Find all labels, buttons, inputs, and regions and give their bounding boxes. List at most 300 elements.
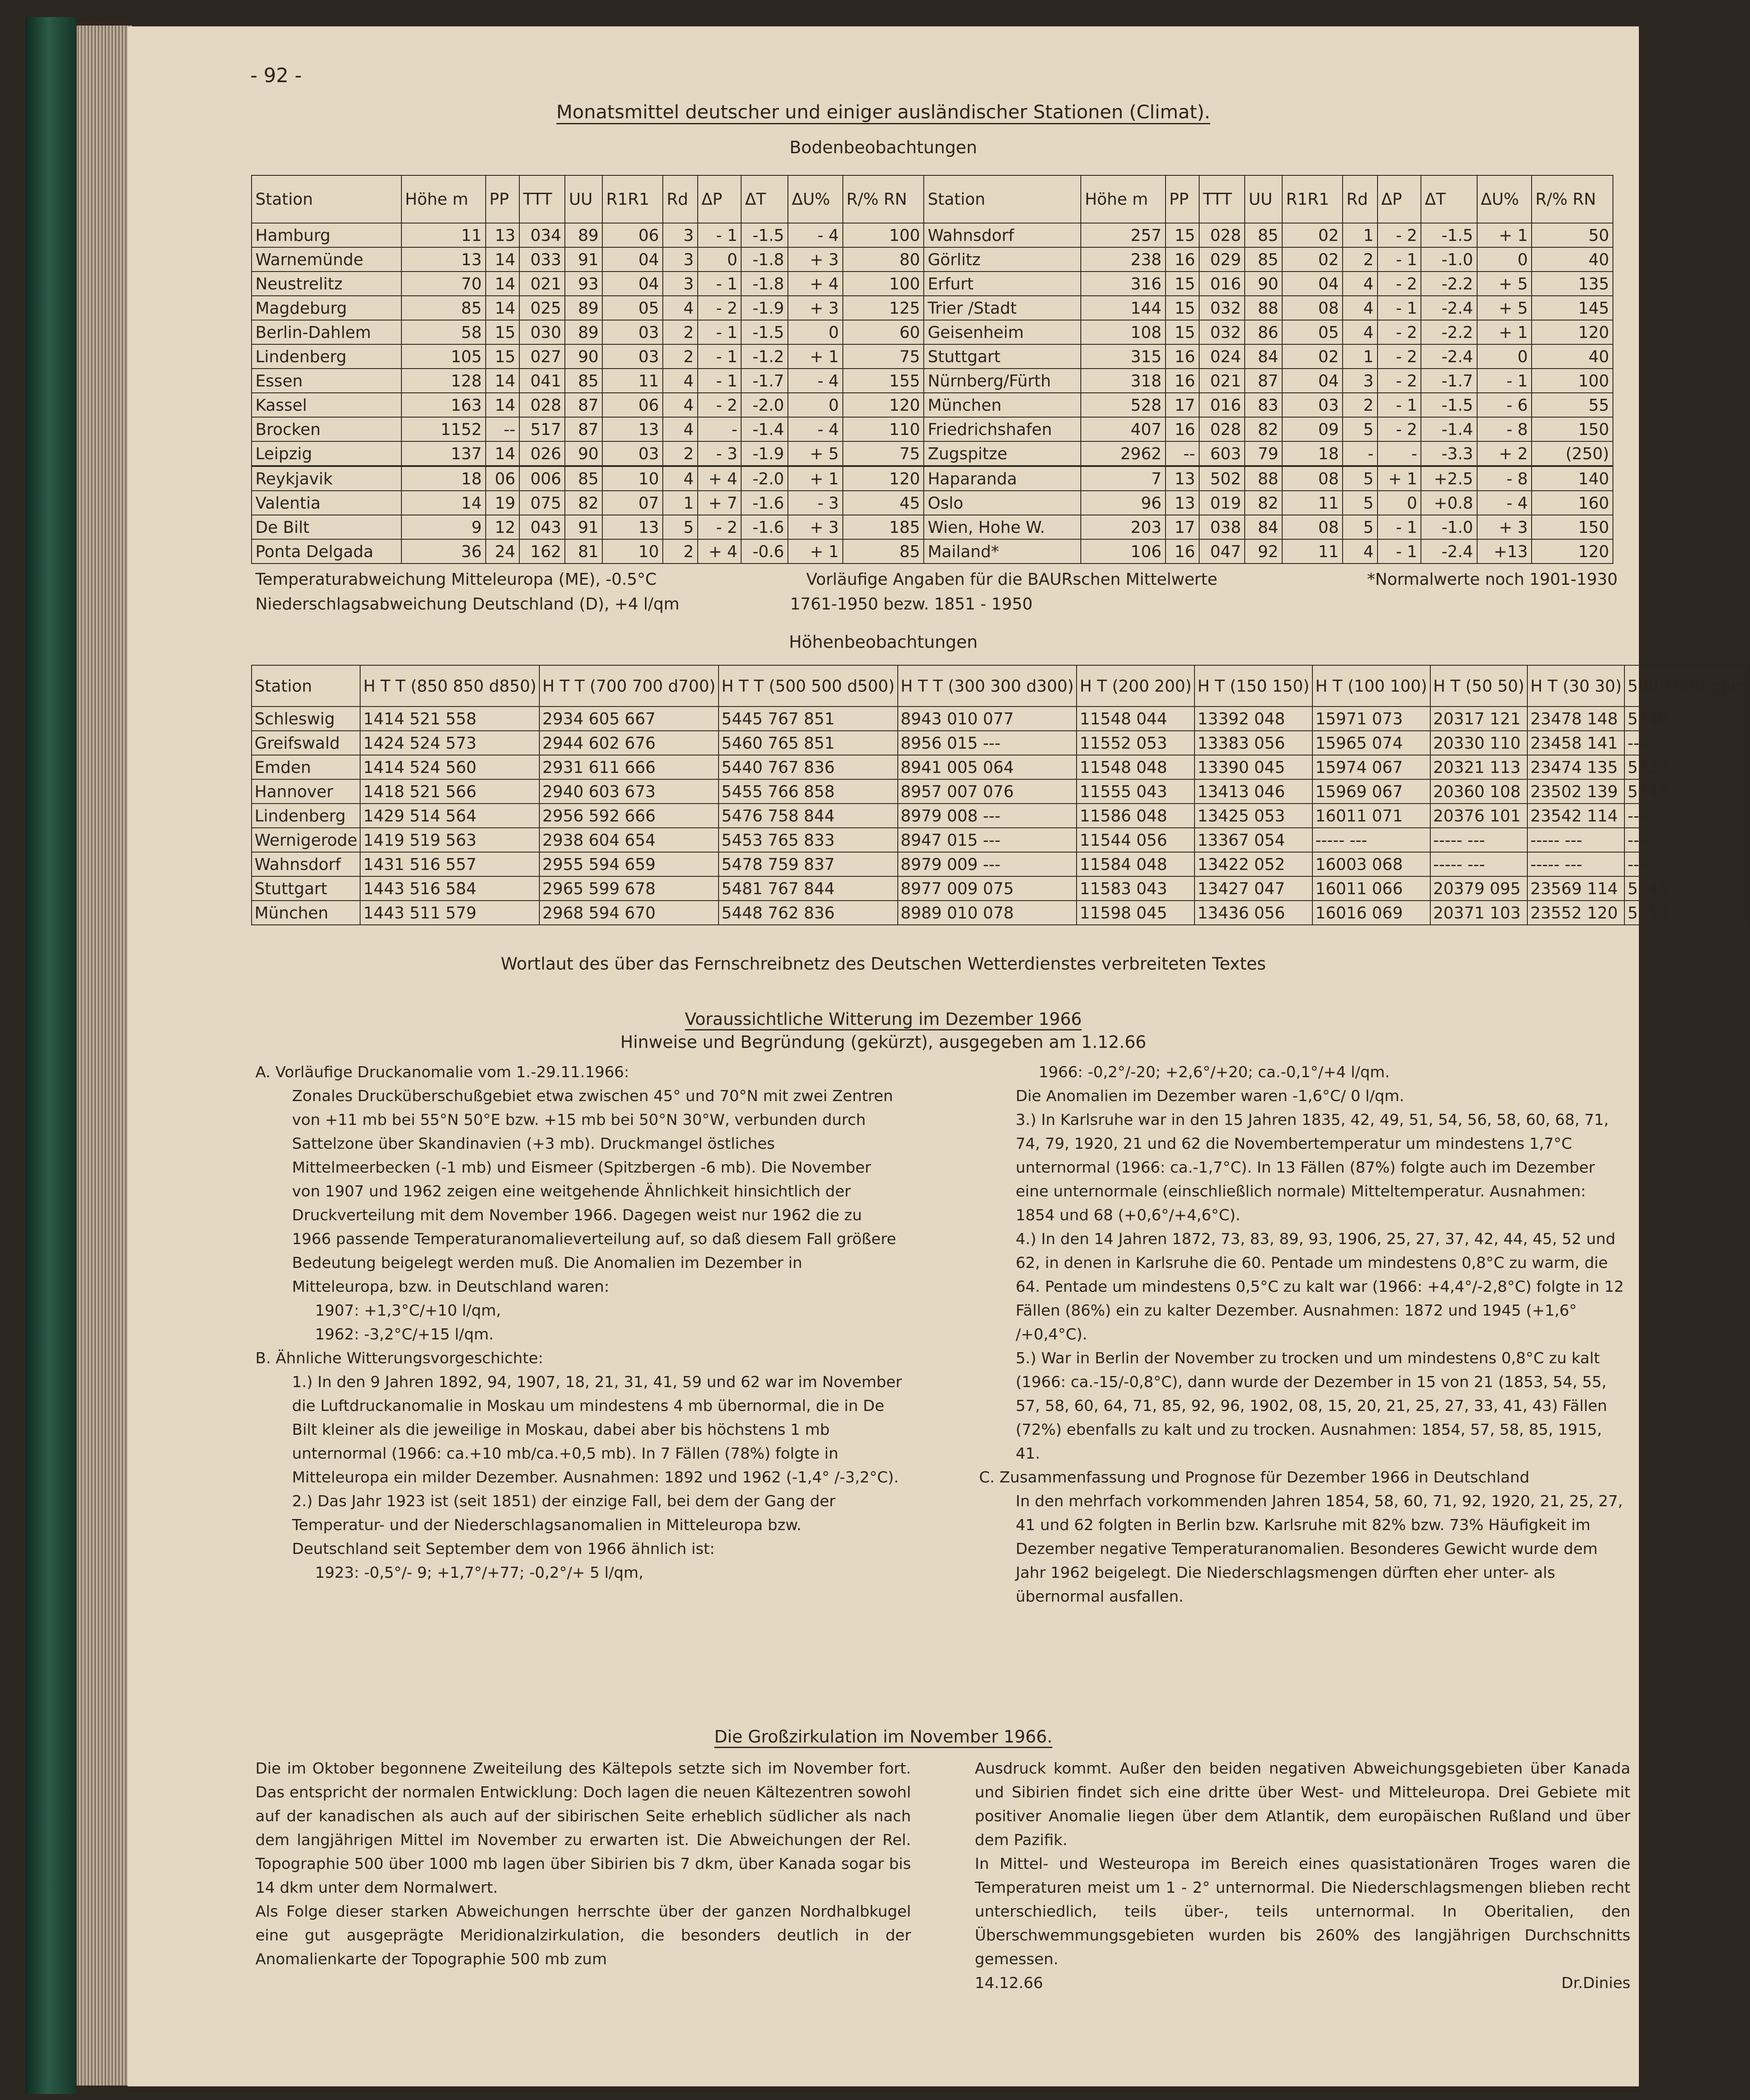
boden-cell: 88 [1245,466,1282,491]
boden-cell: Wahnsdorf [924,223,1081,247]
forecast-title: Voraussichtliche Witterung im Dezember 1966 [128,1010,1639,1029]
boden-cell: 100 [843,272,924,296]
forecast-paragraph: A. Vorläufige Druckanomalie vom 1.-29.11.1966: [255,1064,629,1081]
boden-cell: 185 [843,515,924,539]
boden-cell: - 2 [1378,369,1421,393]
boden-row [252,247,1613,272]
boden-cell: 84 [1245,515,1282,539]
forecast-paragraph: B. Ähnliche Witterungsvorgeschichte: [255,1350,544,1367]
hoehen-cell: 11544 056 [1077,828,1194,852]
boden-cell: -1.4 [1421,417,1477,441]
hoehen-cell: 8943 010 077 [898,707,1077,731]
boden-cell: 75 [843,441,924,466]
gz-left-column [255,1757,911,1971]
boden-cell: - 2 [698,393,742,417]
hoehen-cell: 5481 767 844 [719,876,898,901]
boden-header: TTT [519,175,565,223]
boden-cell: -1.8 [741,247,788,272]
normal-note: *Normalwerte noch 1901-1930 [1367,570,1618,589]
gz-right-column [975,1757,1630,1995]
boden-cell: Ponta Delgada [252,539,401,564]
boden-header: ΔU% [788,175,843,223]
hoehen-cell: 5478 759 837 [719,852,898,876]
boden-row [252,466,1613,491]
hoehen-cell: 2956 592 666 [539,804,719,828]
boden-cell: 108 [1081,320,1165,344]
boden-cell: 10 [602,466,663,491]
boden-header: TTT [1199,175,1245,223]
boden-header: Station [924,175,1081,223]
boden-cell: + 5 [1477,296,1532,320]
temp-deviation: Temperaturabweichung Mitteleuropa (ME), -0.5°C [255,570,657,589]
boden-header: R1R1 [602,175,663,223]
boden-cell: -2.0 [741,466,788,491]
hoehen-cell: 20321 113 [1430,755,1527,779]
boden-cell: 14 [486,272,519,296]
forecast-paragraph: 1966: -0,2°/-20; +2,6°/+20; ca.-0,1°/+4 l/qm. [1039,1064,1390,1081]
boden-cell: 14 [486,247,519,272]
boden-cell: 06 [602,223,663,247]
boden-cell: 18 [401,466,486,491]
boden-cell: 87 [565,417,602,441]
boden-cell: 89 [565,296,602,320]
boden-header: Rd [663,175,698,223]
boden-cell: - 6 [1477,393,1532,417]
boden-cell: 4 [663,369,698,393]
boden-cell: - 1 [1378,515,1421,539]
boden-cell: -1.6 [741,515,788,539]
hoehen-cell: 5313 [1624,901,1749,925]
gz-paragraph: Die im Oktober begonnene Zweiteilung des Kältepols setzte sich im November fort. Das entspricht der normalen Entwicklung: Doch lagen die neuen Kältezentren sowohl auf der kanadischen als auch auf der sibirischen Seite erheblich südlicher als nach dem langjährigen Mittel im November zu erwarten ist. Die Abweichungen der Rel. Topographie 500 über 1000 mb lagen über Sibirien bis 7 dkm, über Kanada sogar bis 14 dkm unter dem Normalwert. [255,1760,911,1897]
boden-cell: 08 [1282,515,1343,539]
hoehen-cell: München [252,901,360,925]
boden-cell: 04 [1282,369,1343,393]
hoehen-row [252,876,1750,901]
hoehen-cell: ----- --- [1312,828,1430,852]
hoehen-cell: Wernigerode [252,828,360,852]
boden-cell: -1.5 [1421,223,1477,247]
boden-cell: + 1 [788,344,843,369]
boden-cell: 90 [1245,272,1282,296]
boden-cell: 96 [1081,491,1165,515]
boden-cell: 016 [1199,272,1245,296]
boden-cell: + 3 [788,296,843,320]
boden-cell: 85 [565,369,602,393]
boden-cell: Mailand* [924,539,1081,564]
gz-title: Die Großzirkulation im November 1966. [128,1727,1639,1747]
hoehen-cell: 20317 121 [1430,707,1527,731]
boden-cell: -1.0 [1421,515,1477,539]
boden-cell: -1.9 [741,441,788,466]
boden-cell: Wien, Hohe W. [924,515,1081,539]
boden-cell: (250) [1532,441,1613,466]
boden-cell: 08 [1282,466,1343,491]
boden-cell: - 1 [698,272,742,296]
hoehen-cell: 5340 [1624,707,1749,731]
baur-period: 1761-1950 bezw. 1851 - 1950 [790,595,1033,613]
boden-header: ΔU% [1477,175,1532,223]
boden-cell: - 1 [1477,369,1532,393]
hoehen-table [251,665,1750,925]
forecast-paragraph: 1923: -0,5°/- 9; +1,7°/+77; -0,2°/+ 5 l/qm, [315,1564,644,1582]
hoehen-cell: 8947 015 --- [898,828,1077,852]
hoehen-cell: 11584 048 [1077,852,1194,876]
boden-cell: 91 [565,515,602,539]
hoehen-cell: 8977 009 075 [898,876,1077,901]
hoehen-cell: 5336 [1624,755,1749,779]
boden-cell: 025 [519,296,565,320]
boden-cell: Nürnberg/Fürth [924,369,1081,393]
boden-cell: 2 [663,539,698,564]
boden-cell: + 3 [788,515,843,539]
hoehen-cell: 1431 516 557 [360,852,539,876]
hoehen-cell: 2968 594 670 [539,901,719,925]
hoehen-cell: ----- --- [1527,852,1624,876]
hoehen-cell: 11552 053 [1077,731,1194,755]
boden-cell: + 2 [1477,441,1532,466]
boden-cell: - 8 [1477,466,1532,491]
boden-cell: 238 [1081,247,1165,272]
hoehen-cell: 20371 103 [1430,901,1527,925]
boden-cell: 3 [1343,369,1378,393]
hoehen-cell: 13436 056 [1194,901,1312,925]
boden-cell: -1.6 [741,491,788,515]
hoehen-cell: 2940 603 673 [539,779,719,804]
boden-cell: + 1 [788,466,843,491]
boden-cell: 07 [602,491,663,515]
boden-header: Höhe m [401,175,486,223]
hoehen-cell: 23502 139 [1527,779,1624,804]
hoehen-cell: Schleswig [252,707,360,731]
hoehen-cell: 5445 767 851 [719,707,898,731]
boden-cell: 517 [519,417,565,441]
page [128,26,1747,2086]
hoehen-cell: 8979 009 --- [898,852,1077,876]
boden-cell: 047 [1199,539,1245,564]
boden-cell: 032 [1199,320,1245,344]
boden-cell: Oslo [924,491,1081,515]
boden-cell: 16 [1166,247,1199,272]
boden-cell: 17 [1166,515,1199,539]
boden-cell: -2.4 [1421,296,1477,320]
hoehen-row [252,731,1750,755]
boden-cell: 87 [565,393,602,417]
boden-cell: 85 [843,539,924,564]
boden-cell: 137 [401,441,486,466]
gz-paragraph: In Mittel- und Westeuropa im Bereich eines quasistationären Troges waren die Temperaturen meist um 1 - 2° unternormal. Die Niederschlagsmengen blieben recht unterschiedlich, teils über-, teils unternormal. In Oberitalien, den Überschwemmungsgebieten wurden bis 260% des langjährigen Durchschnitts gemessen. [975,1855,1630,1968]
boden-cell: 016 [1199,393,1245,417]
boden-row [252,223,1613,247]
boden-cell: 021 [1199,369,1245,393]
boden-cell: 02 [1282,344,1343,369]
boden-cell: 18 [1282,441,1343,466]
boden-cell: + 1 [1378,466,1421,491]
boden-cell: 06 [486,466,519,491]
boden-cell: 3 [663,223,698,247]
hoehen-header: H T (150 150) [1194,665,1312,707]
boden-cell: 028 [519,393,565,417]
boden-header: ΔP [1378,175,1421,223]
hoehen-header: Station [252,665,360,707]
boden-cell: 80 [843,247,924,272]
boden-cell: - [1378,441,1421,466]
boden-cell: -2.2 [1421,320,1477,344]
boden-cell: + 1 [788,539,843,564]
boden-cell: + 4 [788,272,843,296]
hoehen-cell: 23542 114 [1527,804,1624,828]
boden-cell: +0.8 [1421,491,1477,515]
boden-cell: -2.4 [1421,344,1477,369]
boden-cell: - 1 [1378,393,1421,417]
hoehen-cell: 13383 056 [1194,731,1312,755]
boden-cell: 89 [565,320,602,344]
boden-cell: 1 [1343,344,1378,369]
boden-cell: +2.5 [1421,466,1477,491]
boden-cell: 75 [843,344,924,369]
boden-cell: 40 [1532,344,1613,369]
hoehen-cell: 11548 044 [1077,707,1194,731]
hoehen-cell: 1414 524 560 [360,755,539,779]
boden-header: Höhe m [1081,175,1165,223]
boden-cell: 16 [1166,369,1199,393]
boden-row [252,320,1613,344]
boden-header: Rd [1343,175,1378,223]
wortlaut: Wortlaut des über das Fernschreibnetz des Deutschen Wetterdienstes verbreiteten Textes [501,954,1266,974]
hoehen-cell: 13413 046 [1194,779,1312,804]
boden-cell: 3 [663,272,698,296]
boden-cell: -1.8 [741,272,788,296]
boden-cell: + 4 [698,539,742,564]
boden-cell: -0.6 [741,539,788,564]
boden-cell: 106 [1081,539,1165,564]
boden-cell: 155 [843,369,924,393]
book-spine [26,17,77,2094]
boden-cell: 13 [401,247,486,272]
hoehen-cell: 13392 048 [1194,707,1312,731]
boden-cell: 041 [519,369,565,393]
boden-cell: 029 [1199,247,1245,272]
hoehen-cell: 23474 135 [1527,755,1624,779]
hoehen-header: H T T (700 700 d700) [539,665,719,707]
boden-cell: Essen [252,369,401,393]
hoehen-header: H T T (850 850 d850) [360,665,539,707]
hoehen-cell: 8979 008 --- [898,804,1077,828]
boden-cell: 04 [1282,272,1343,296]
boden-cell: Erfurt [924,272,1081,296]
boden-cell: 50 [1532,223,1613,247]
boden-header: PP [486,175,519,223]
boden-cell: 021 [519,272,565,296]
boden-cell: 10 [602,539,663,564]
boden-cell: 9 [401,515,486,539]
boden-cell: 92 [1245,539,1282,564]
boden-header: R/% RN [1532,175,1613,223]
boden-cell: 006 [519,466,565,491]
boden-cell: München [924,393,1081,417]
boden-cell: + 3 [788,247,843,272]
boden-cell: - 1 [698,223,742,247]
hoehen-cell: 1443 516 584 [360,876,539,901]
boden-cell: 03 [1282,393,1343,417]
boden-table [251,175,1613,564]
boden-cell: 4 [663,417,698,441]
boden-cell: 36 [401,539,486,564]
forecast-subtitle: Hinweise und Begründung (gekürzt), ausgegeben am 1.12.66 [620,1033,1146,1052]
hoehen-cell: 23478 148 [1527,707,1624,731]
boden-cell: 125 [843,296,924,320]
boden-row [252,441,1613,466]
boden-cell: 028 [1199,417,1245,441]
boden-cell: Geisenheim [924,320,1081,344]
boden-cell: -1.9 [741,296,788,320]
boden-row [252,393,1613,417]
boden-cell: 032 [1199,296,1245,320]
boden-cell: 90 [565,441,602,466]
page-edges [77,26,132,2086]
boden-cell: 030 [519,320,565,344]
boden-cell: -1.7 [1421,369,1477,393]
hoehen-cell: 23569 114 [1527,876,1624,901]
boden-cell: - 2 [1378,223,1421,247]
hoehen-cell: 1443 511 579 [360,901,539,925]
hoehen-row [252,852,1750,876]
boden-cell: 15 [1166,272,1199,296]
hoehen-cell: 5346 [1624,876,1749,901]
boden-cell: 87 [1245,369,1282,393]
hoehen-cell: 2965 599 678 [539,876,719,901]
boden-cell: 11 [1282,539,1343,564]
hoehen-cell: 1424 524 573 [360,731,539,755]
boden-cell: 16 [1166,539,1199,564]
boden-cell: 82 [565,491,602,515]
boden-cell: 24 [486,539,519,564]
boden-cell: + 4 [698,466,742,491]
forecast-paragraph: C. Zusammenfassung und Prognose für Dezember 1966 in Deutschland [979,1469,1529,1486]
hoehen-cell: 8957 007 076 [898,779,1077,804]
hoehen-row [252,755,1750,779]
forecast-paragraph: Zonales Drucküberschußgebiet etwa zwischen 45° und 70°N mit zwei Zentren von +11 mb bei 55°N 50°E bzw. +15 mb bei 50°N 30°W, verbunden durch Sattelzone über Skandinavien (+3 mb). Druckmangel östliches Mittelmeerbecken (-1 mb) und Eismeer (Spitzbergen -6 mb). Die November von 1907 und 1962 zeigen eine weitgehende Ähnlichkeit hinsichtlich der Druckverteilung mit dem November 1966. Dagegen weist nur 1962 die zu 1966 passende Temperaturanomalieverteilung auf, so daß diesem Fall größere Bedeutung beigelegt werden muß. Die Anomalien im Dezember in Mitteleuropa, bzw. in Deutschland waren: [292,1087,896,1296]
hoehen-cell: 16011 071 [1312,804,1430,828]
forecast-paragraph: 3.) In Karlsruhe war in den 15 Jahren 1835, 42, 49, 51, 54, 56, 58, 60, 68, 71, 74, 79, 1920, 21 und 62 die Novembertemperatur um mindestens 1,7°C unternormal (1966: ca.-1,7°C). In 13 Fällen (87%) folgte auch im Dezember eine unternormale (einschließlich normale) Mitteltemperatur. Ausnahmen: 1854 und 68 (+0,6°/+4,6°C). [1016,1111,1609,1224]
boden-cell: - 2 [698,296,742,320]
boden-cell: 0 [788,320,843,344]
hoehen-header: H T (50 50) [1430,665,1527,707]
hoehen-cell: 8956 015 --- [898,731,1077,755]
boden-cell: 45 [843,491,924,515]
boden-cell: 85 [565,466,602,491]
boden-cell: 4 [1343,320,1378,344]
boden-cell: 15 [1166,320,1199,344]
boden-cell: 0 [1477,247,1532,272]
hoehen-cell: ---- [1624,828,1749,852]
boden-cell: 5 [1343,466,1378,491]
boden-cell: 89 [565,223,602,247]
boden-cell: 150 [1532,417,1613,441]
boden-cell: -1.7 [741,369,788,393]
hoehen-cell: 15965 074 [1312,731,1430,755]
boden-cell: 024 [1199,344,1245,369]
boden-row [252,539,1613,564]
boden-cell: 12 [486,515,519,539]
hoehen-cell: Emden [252,755,360,779]
boden-cell: 83 [1245,393,1282,417]
boden-cell: 91 [565,247,602,272]
gz-paragraph: Ausdruck kommt. Außer den beiden negativen Abweichungsgebieten über Kanada und Sibirien findet sich eine dritte über West- und Mitteleuropa. Drei Gebiete mit positiver Anomalie liegen über dem Atlantik, dem europäischen Rußland und über dem Pazifik. [975,1760,1630,1849]
hoehen-header: H T T (300 300 d300) [898,665,1077,707]
boden-cell: 86 [1245,320,1282,344]
boden-cell: 14 [401,491,486,515]
boden-cell: 05 [602,296,663,320]
boden-cell: 16 [1166,344,1199,369]
boden-cell: - 2 [1378,272,1421,296]
forecast-left-column [255,1061,902,1585]
hoehen-cell: Lindenberg [252,804,360,828]
boden-cell: 026 [519,441,565,466]
boden-cell: - [698,417,742,441]
boden-cell: - 1 [1378,247,1421,272]
boden-cell: Warnemünde [252,247,401,272]
hoehen-cell: 5460 765 851 [719,731,898,755]
boden-cell: 40 [1532,247,1613,272]
hoehen-cell: 1419 519 563 [360,828,539,852]
hoehen-cell: 16003 068 [1312,852,1430,876]
precip-deviation: Niederschlagsabweichung Deutschland (D), +4 l/qm [255,595,679,613]
boden-cell: - 3 [698,441,742,466]
boden-cell: 7 [1081,466,1165,491]
hoehen-cell: 20330 110 [1430,731,1527,755]
hoehen-cell: 13427 047 [1194,876,1312,901]
forecast-right-column [979,1061,1626,1609]
boden-cell: 019 [1199,491,1245,515]
boden-row [252,344,1613,369]
boden-cell: 4 [1343,296,1378,320]
boden-cell: 03 [602,344,663,369]
hoehen-cell: ---- [1624,804,1749,828]
boden-cell: + 1 [1477,320,1532,344]
boden-cell: Haparanda [924,466,1081,491]
hoehen-header: 500/1000 gpm [1624,665,1749,707]
boden-cell: - 1 [1378,539,1421,564]
boden-cell: -3.3 [1421,441,1477,466]
boden-cell: 82 [1245,417,1282,441]
boden-cell: 1152 [401,417,486,441]
boden-cell: + 5 [1477,272,1532,296]
date: 14.12.66 [975,1974,1043,1992]
boden-cell: 2 [663,320,698,344]
boden-cell: -1.0 [1421,247,1477,272]
hoehen-cell: 1418 521 566 [360,779,539,804]
boden-cell: 11 [401,223,486,247]
boden-cell: 08 [1282,296,1343,320]
boden-cell: 5 [1343,417,1378,441]
hoehen-cell: 5440 767 836 [719,755,898,779]
hoehen-header: H T (30 30) [1527,665,1624,707]
boden-cell: 105 [401,344,486,369]
boden-cell: Leipzig [252,441,401,466]
boden-cell: 144 [1081,296,1165,320]
boden-header: PP [1166,175,1199,223]
boden-cell: 120 [1532,539,1613,564]
boden-cell: 15 [1166,296,1199,320]
boden-cell: + 7 [698,491,742,515]
boden-cell: 075 [519,491,565,515]
boden-cell: Stuttgart [924,344,1081,369]
boden-cell: Lindenberg [252,344,401,369]
boden-cell: - 2 [1378,320,1421,344]
boden-cell: 034 [519,223,565,247]
boden-cell: 0 [1378,491,1421,515]
forecast-paragraph: 1.) In den 9 Jahren 1892, 94, 1907, 18, 21, 31, 41, 59 und 62 war im November die Luftdruckanomalie in Moskau um mindestens 4 mb übernormal, die in De Bilt kleiner als die jeweilige in Moskau, dabei aber bis höchstens 1 mb unternormal (1966: ca.+10 mb/ca.+0,5 mb). In 7 Fällen (78%) folgte in Mitteleuropa ein milder Dezember. Ausnahmen: 1892 und 1962 (-1,4° /-3,2°C). [292,1373,902,1486]
